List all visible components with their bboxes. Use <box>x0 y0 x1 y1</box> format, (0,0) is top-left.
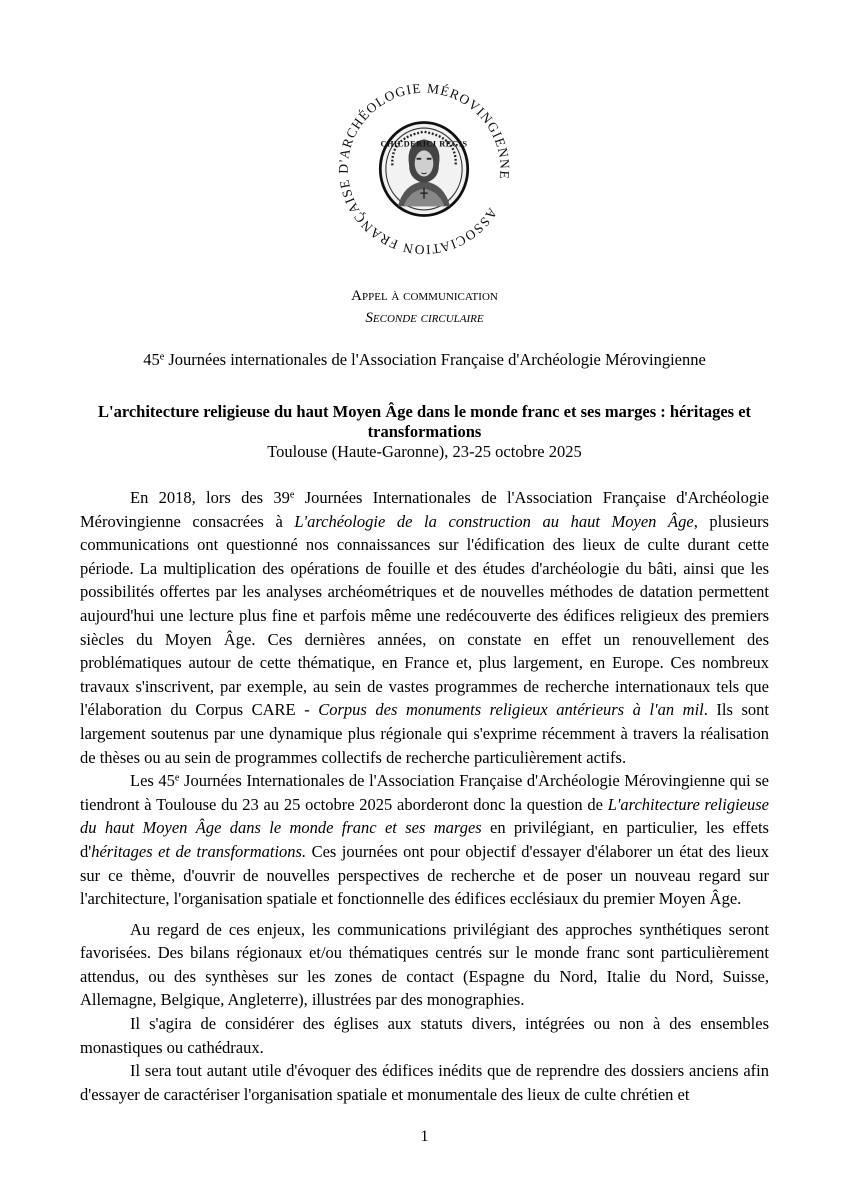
page-number: 1 <box>420 1128 429 1145</box>
paragraph-1 <box>80 486 769 769</box>
call-for-papers-heading: Appel à communication <box>351 288 498 304</box>
p1-text-a: En 2018, lors des 39 <box>130 488 290 507</box>
circular-subheading: Seconde circulaire <box>365 310 484 326</box>
p2-italic-1: L'architecture religieuse du haut Moyen Âge dans le monde franc et ses marges <box>80 794 769 838</box>
ordinal-suffix: e <box>159 351 165 363</box>
seal-legend: CHILDERICI REGIS <box>380 139 468 149</box>
conference-number: 45 <box>143 350 160 369</box>
p2-italic-2: héritages et de transformations. <box>91 841 307 861</box>
place-and-date: Toulouse (Haute-Garonne), 23-25 octobre 2025 <box>267 442 582 461</box>
p1-ordinal: e <box>289 489 295 501</box>
p1-italic-2: Corpus des monuments religieux antérieurs à l'an mil <box>318 700 704 720</box>
title-line-1: L'architecture religieuse du haut Moyen Âge dans le monde franc et ses marges : héritages et <box>97 402 752 421</box>
p1-italic-1: L'archéologie de la construction au haut Moyen Âge <box>294 511 694 531</box>
p2-text-b: Journées Internationales de l'Association Française d'Archéologie Mérovingienne qui se tiendront à Toulouse du 23 au 25 octobre 2025 aborderont donc la question de <box>80 771 769 814</box>
p2-ordinal: e <box>174 772 180 784</box>
conference-title <box>70 402 779 442</box>
p2-text-a: Les 45 <box>130 771 175 791</box>
seal-bust-icon <box>380 123 467 216</box>
association-seal-logo <box>331 76 517 262</box>
p1-text-c: , plusieurs communications ont questionné nos connaissances sur l'édification des lieux de culte durant cette période. La multiplication des opérations de fouille et des études d'archéologie du bâti, ainsi que les possibilités offertes par les analyses archéométriques et de nouvelles méthodes de datation permettent aujourd'hui une lecture plus fine et parfois même une redécouverte des édifices religieux des premiers siècles du Moyen Âge. Ces dernières années, on constate en effet un renouvellement des problématiques autour de cette thématique, en France et, plus largement, en Europe. Ces nombreux travaux s'inscrivent, par exemple, au sein de vastes programmes de recherche internationaux tels que l'élaboration du Corpus CARE - <box>80 511 769 720</box>
title-line-2: transformations <box>367 422 482 441</box>
p1-text-d: . Ils sont largement soutenus par une dynamique plus régionale qui s'exprime récemment à travers la réalisation de thèses ou au sein de programmes collectifs de recherche particulièrement actifs. <box>80 700 769 767</box>
conference-name <box>70 350 779 370</box>
paragraph-5: Il sera tout autant utile d'évoquer des édifices inédits que de reprendre des dossiers anciens afin d'essayer de caractériser l'organisation spatiale et monumentale des lieux de culte chrétien et <box>80 1061 769 1104</box>
conference-name-text: Journées internationales de l'Association Française d'Archéologie Mérovingienne <box>164 350 706 369</box>
body-text <box>80 486 769 1106</box>
paragraph-4: Il s'agira de considérer des églises aux statuts divers, intégrées ou non à des ensembles monastiques ou cathédraux. <box>80 1014 769 1057</box>
p2-text-c: en privilégiant, en particulier, les effets d' <box>80 818 769 861</box>
paragraph-2 <box>80 769 769 911</box>
logo-ring-text: ASSOCIATION FRANÇAISE D'ARCHÉOLOGIE MÉROVINGIENNE <box>335 80 513 258</box>
p1-text-b: Journées Internationales de l'Association Française d'Archéologie Mérovingienne consacrées à <box>80 488 769 531</box>
p2-text-d: Ces journées ont pour objectif d'essayer d'élaborer un état des lieux sur ce thème, d'ouvrir de nouvelles perspectives de recherche et de poser un nouveau regard sur l'architecture, l'organisation spatiale et fonctionnelle des édifices ecclésiaux du premier Moyen Âge. <box>80 841 769 909</box>
paragraph-3: Au regard de ces enjeux, les communications privilégiant des approches synthétiques seront favorisées. Des bilans régionaux et/ou thématiques centrés sur le monde franc sont particulièrement attendus, ou des synthèses sur les zones de contact (Espagne du Nord, Italie du Nord, Suisse, Allemagne, Belgique, Angleterre), illustrées par des monographies. <box>80 919 769 1010</box>
